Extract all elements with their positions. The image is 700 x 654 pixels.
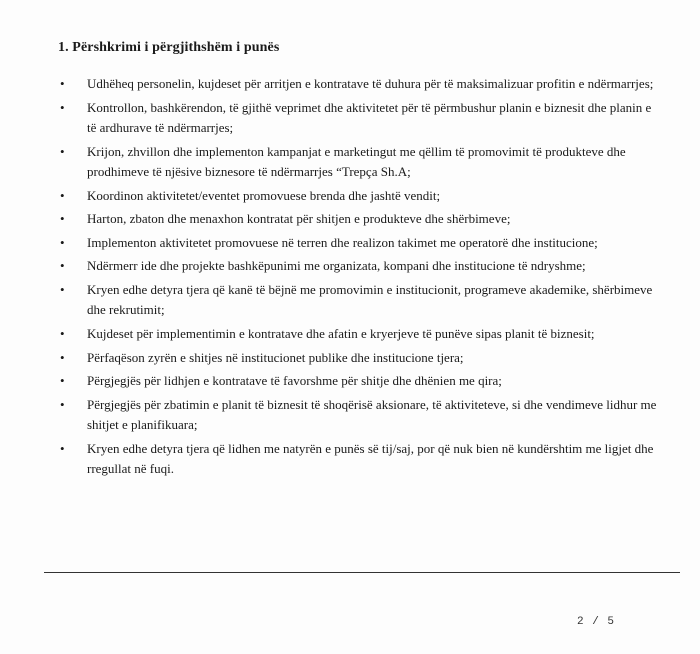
list-item-text: Kryen edhe detyra tjera që kanë të bëjnë me promovimin e institucionit, programeve akademike, shërbimeve dhe rekrutimit; xyxy=(87,281,653,318)
list-item xyxy=(60,371,660,391)
bullet-icon: • xyxy=(60,281,65,297)
page-number: 2 / 5 xyxy=(577,616,616,628)
list-item-text: Harton, zbaton dhe menaxhon kontratat për shitjen e produkteve dhe shërbimeve; xyxy=(87,211,511,227)
bullet-icon: • xyxy=(60,76,65,91)
bullet-icon: • xyxy=(60,99,65,115)
list-item xyxy=(60,74,660,94)
list-item xyxy=(60,395,660,436)
list-item-text: Përfaqëson zyrën e shitjes në institucionet publike dhe institucione tjera; xyxy=(87,349,464,365)
list-item xyxy=(60,280,660,321)
responsibilities-list xyxy=(60,74,660,483)
list-item-text: Kujdeset për implementimin e kontratave dhe afatin e kryerjeve të punëve sipas planit të biznesit; xyxy=(87,325,595,341)
list-item-text: Përgjegjës për zbatimin e planit të biznesit të shoqërisë aksionare, të aktiviteteve, si dhe vendimeve lidhur me shitjet e planifikuara; xyxy=(87,396,657,433)
bullet-icon: • xyxy=(60,211,65,227)
footer-divider xyxy=(44,572,680,573)
bullet-icon: • xyxy=(60,396,65,412)
bullet-icon: • xyxy=(60,234,65,250)
list-item xyxy=(60,324,660,344)
list-item-text: Udhëheq personelin, kujdeset për arritjen e kontratave të duhura për të maksimalizuar profitin e ndërmarrjes; xyxy=(87,76,654,91)
list-item xyxy=(60,98,660,139)
section-heading: 1. Përshkrimi i përgjithshëm i punës xyxy=(58,40,280,55)
list-item xyxy=(60,209,660,229)
bullet-icon: • xyxy=(60,187,65,203)
list-item-text: Kontrollon, bashkërendon, të gjithë veprimet dhe aktivitetet për të përmbushur planin e biznesit dhe planin e të ardhurave të ndërmarrjes; xyxy=(87,99,652,135)
list-item-text: Përgjegjës për lidhjen e kontratave të favorshme për shitje dhe dhënien me qira; xyxy=(87,373,502,389)
bullet-icon: • xyxy=(60,325,65,341)
list-item-text: Ndërmerr ide dhe projekte bashkëpunimi me organizata, kompani dhe institucione të ndryshme; xyxy=(87,258,586,274)
bullet-icon: • xyxy=(60,143,65,159)
list-item xyxy=(60,348,660,368)
bullet-icon: • xyxy=(60,373,65,389)
list-item-text: Implementon aktivitetet promovuese në terren dhe realizon takimet me operatorë dhe institucione; xyxy=(87,234,598,250)
list-item-text: Krijon, zhvillon dhe implementon kampanjat e marketingut me qëllim të promovimit të produkteve dhe prodhimeve të njësive biznesore të ndërmarrjes “Trepça Sh.A; xyxy=(87,143,626,179)
list-item xyxy=(60,256,660,276)
bullet-icon: • xyxy=(60,258,65,274)
list-item xyxy=(60,142,660,183)
bullet-icon: • xyxy=(60,349,65,365)
list-item-text: Kryen edhe detyra tjera që lidhen me natyrën e punës së tij/saj, por që nuk bien në kundërshtim me ligjet dhe rregullat në fuqi. xyxy=(87,440,654,477)
bullet-icon: • xyxy=(60,440,65,456)
list-item xyxy=(60,233,660,253)
list-item xyxy=(60,186,660,206)
list-item-text: Koordinon aktivitetet/eventet promovuese brenda dhe jashtë vendit; xyxy=(87,187,441,203)
list-item xyxy=(60,439,660,480)
